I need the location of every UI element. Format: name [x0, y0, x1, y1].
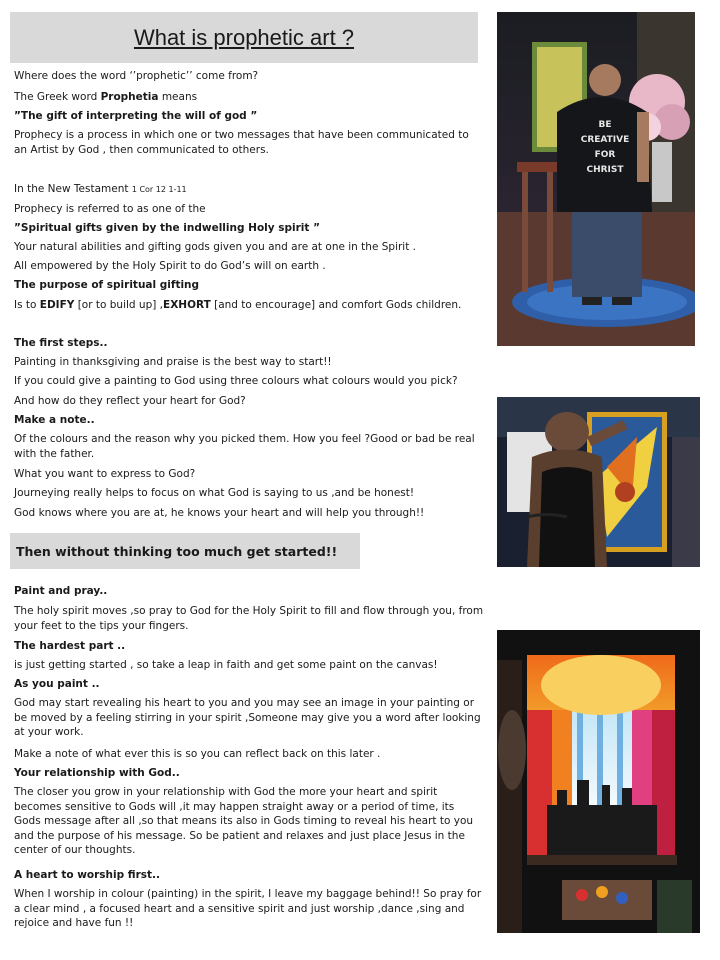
scripture-reference: 1 Cor 12 1-11	[131, 185, 187, 194]
paint-pray-heading: Paint and pray..	[14, 585, 108, 597]
first-steps-p5: What you want to express to God?	[14, 468, 196, 480]
spiritual-gifts-quote: ”Spiritual gifts given by the indwelling Holy spirit ”	[14, 222, 320, 234]
new-testament-line	[14, 182, 484, 198]
page-title: What is prophetic art ?	[133, 24, 355, 50]
edify-c: [or to build up] ,	[74, 299, 164, 311]
greek-word: Prophetia	[100, 91, 159, 103]
gift-quote: ”The gift of interpreting the will of god ”	[14, 110, 258, 122]
hardest-part-heading: The hardest part ..	[14, 640, 126, 652]
photo-waterfall-painting	[497, 630, 700, 933]
paint-pray-text: The holy spirit moves ,so pray to God for the Holy Spirit to fill and flow through you, from your feet to the tips your fingers.	[14, 605, 484, 632]
exhort-word: EXHORT	[163, 299, 211, 311]
shirt-text-3: FOR	[594, 150, 616, 160]
nt-pre: In the New Testament	[14, 183, 132, 195]
first-steps-heading: The first steps..	[14, 337, 108, 349]
purpose-heading: The purpose of spiritual gifting	[14, 279, 200, 291]
edify-e: [and to encourage] and comfort Gods children.	[210, 299, 462, 311]
first-steps-p1: Painting in thanksgiving and praise is the best way to start!!	[14, 356, 332, 368]
natural-abilities: Your natural abilities and gifting gods given you and are at one in the Spirit .	[14, 241, 417, 253]
prophecy-definition: Prophecy is a process in which one or two messages that have been communicated to an Artist by God , then communicated to others.	[14, 129, 469, 156]
referred-line: Prophecy is referred to as one of the	[14, 203, 206, 215]
first-steps-p4: Of the colours and the reason why you picked them. How you feel ?Good or bad be real with the father.	[14, 433, 475, 460]
edify-a: Is to	[14, 299, 40, 311]
title-banner	[10, 12, 478, 63]
greek-pre: The Greek word	[14, 91, 101, 103]
relationship-text: The closer you grow in your relationship with God the more your heart and spirit becomes sensitive to Gods will ,it may happen straight away or a period of time, its Gods message after all ,so that means its also in Gods timing to reveal his heart to you and the purpose of his message. So be patient and relaxes and just place Jesus in the center of our thoughts.	[14, 786, 474, 856]
edify-word: EDIFY	[39, 299, 75, 311]
shirt-text-1: BE	[598, 120, 612, 130]
section-heading: Then without thinking too much get started!!	[16, 543, 338, 559]
as-you-paint-heading: As you paint ..	[14, 678, 100, 690]
first-steps-p7: God knows where you are at, he knows your heart and will help you through!!	[14, 507, 425, 519]
worship-text: When I worship in colour (painting) in the spirit, I leave my baggage behind!! So pray for a clear mind , a focused heart and a sensitive spirit and just worship ,dance ,sing and rejoice and have fun !!	[14, 888, 482, 929]
first-steps-p2: If you could give a painting to God using three colours what colours would you pick?	[14, 375, 458, 387]
question-origin: Where does the word ‘’prophetic’’ come from?	[14, 70, 259, 82]
first-steps-p6: Journeying really helps to focus on what God is saying to us ,and be honest!	[14, 487, 415, 499]
photo-painter-easel	[497, 397, 700, 567]
hardest-part-text: is just getting started , so take a leap in faith and get some paint on the canvas!	[14, 659, 438, 671]
make-note-text: Make a note of what ever this is so you can reflect back on this later .	[14, 748, 381, 760]
worship-heading: A heart to worship first..	[14, 869, 161, 881]
empowered-line: All empowered by the Holy Spirit to do God’s will on earth .	[14, 260, 326, 272]
make-note-heading: Make a note..	[14, 414, 95, 426]
edify-line	[14, 298, 484, 313]
shirt-text-2: CREATIVE	[580, 135, 630, 145]
first-steps-p3: And how do they reflect your heart for God?	[14, 395, 246, 407]
greek-post: means	[158, 91, 198, 103]
photo-painter-back	[497, 12, 695, 346]
as-you-paint-text: God may start revealing his heart to you and you may see an image in your painting or be moved by a feeling stirring in your spirit ,Someone may give you a word after looking at your work.	[14, 697, 481, 738]
section-banner	[10, 533, 360, 569]
shirt-text-4: CHRIST	[586, 165, 624, 175]
relationship-heading: Your relationship with God..	[14, 767, 180, 779]
greek-word-line	[14, 90, 484, 105]
